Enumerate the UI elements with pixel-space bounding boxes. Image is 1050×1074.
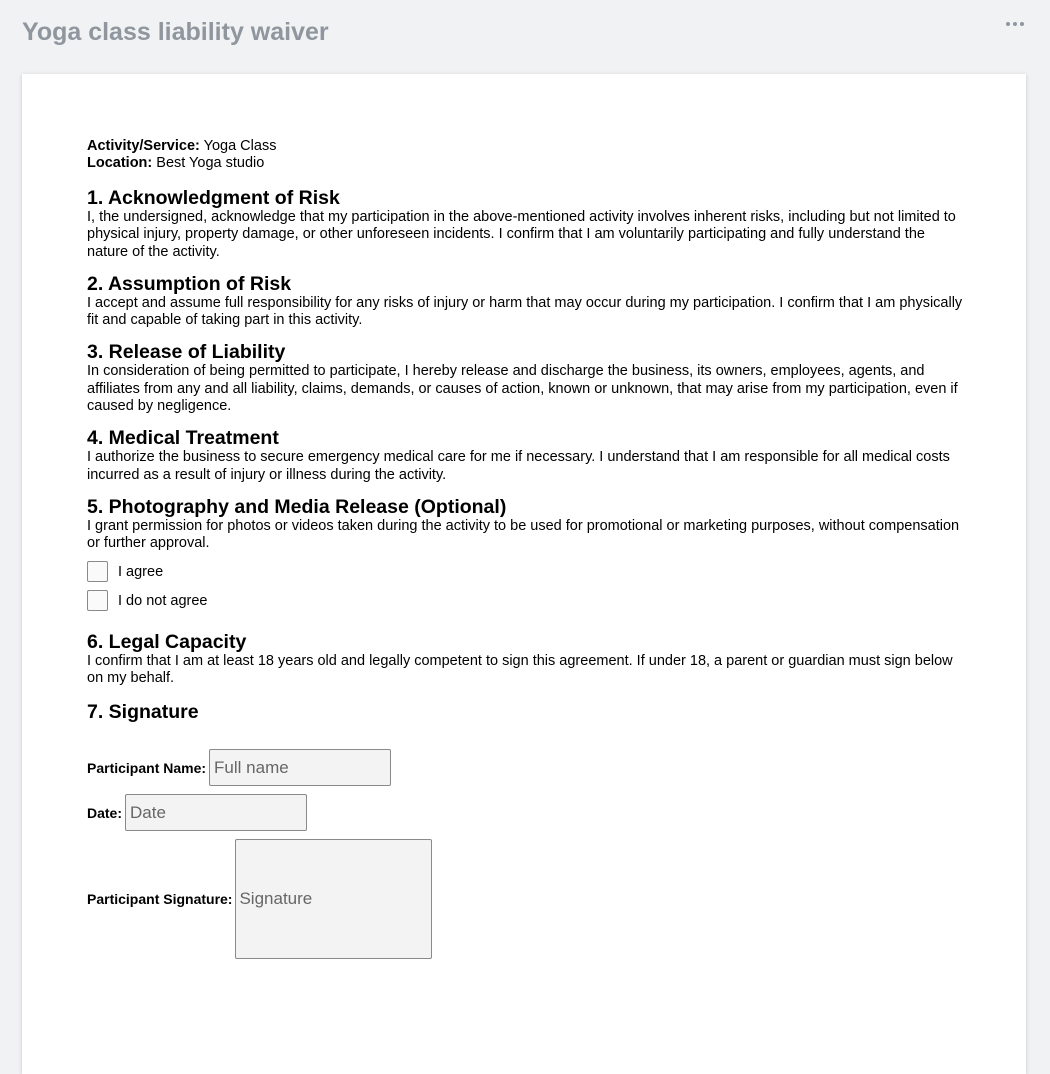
location-label: Location: bbox=[87, 155, 153, 171]
section-body: In consideration of being permitted to participate, I hereby release and discharge the business, its owners, employees, agents, and affiliates from any and all liability, claims, demands, or causes of action, known or unknown, that may arise from my participation, even if caused by negligence. bbox=[87, 363, 958, 415]
section-body: I authorize the business to secure emergency medical care for me if necessary. I understand that I am responsible for all medical costs incurred as a result of injury or illness during the activity. bbox=[87, 449, 950, 483]
participant-name-label: Participant Name: bbox=[87, 759, 207, 776]
signature-row bbox=[87, 839, 967, 959]
participant-name-row bbox=[87, 749, 967, 786]
section-medical bbox=[87, 427, 967, 484]
disagree-checkbox[interactable] bbox=[87, 590, 108, 611]
participant-name-input[interactable] bbox=[209, 749, 391, 786]
section-legal-capacity bbox=[87, 631, 967, 688]
date-label: Date: bbox=[87, 804, 123, 821]
section-assumption bbox=[87, 273, 967, 330]
waiver-document bbox=[22, 74, 1026, 1074]
section-title: 4. Medical Treatment bbox=[87, 427, 279, 450]
activity-label: Activity/Service: bbox=[87, 138, 200, 154]
page-title: Yoga class liability waiver bbox=[22, 18, 329, 46]
section-body: I grant permission for photos or videos taken during the activity to be used for promotional or marketing purposes, without compensation or further approval. bbox=[87, 517, 960, 552]
agree-label[interactable]: I agree bbox=[118, 563, 164, 580]
section-body: I confirm that I am at least 18 years old and legally competent to sign this agreement. If under 18, a parent or guardian must sign below on my behalf. bbox=[87, 652, 953, 686]
location-line bbox=[87, 155, 967, 172]
section-signature bbox=[87, 701, 967, 723]
section-acknowledgment bbox=[87, 187, 967, 261]
disagree-option[interactable] bbox=[87, 590, 967, 612]
section-title: 7. Signature bbox=[87, 701, 199, 724]
top-bar bbox=[0, 0, 1050, 72]
date-input[interactable] bbox=[125, 794, 307, 831]
signature-pad[interactable] bbox=[235, 839, 432, 959]
section-media-release bbox=[87, 496, 967, 612]
activity-line bbox=[87, 138, 967, 155]
section-release bbox=[87, 341, 967, 415]
more-horizontal-icon[interactable] bbox=[1006, 22, 1024, 26]
disagree-label[interactable]: I do not agree bbox=[118, 592, 208, 609]
waiver-content bbox=[87, 138, 967, 959]
participant-signature-label: Participant Signature: bbox=[87, 891, 233, 908]
section-title: 3. Release of Liability bbox=[87, 341, 286, 364]
section-title: 2. Assumption of Risk bbox=[87, 272, 292, 295]
agree-checkbox[interactable] bbox=[87, 561, 108, 582]
section-title: 5. Photography and Media Release (Optional) bbox=[87, 495, 507, 518]
section-body: I, the undersigned, acknowledge that my participation in the above-mentioned activity involves inherent risks, including but not limited to physical injury, property damage, or other unforeseen incidents. I confirm that I am voluntarily participating and fully understand the nature of the activity. bbox=[87, 209, 956, 260]
agree-option[interactable] bbox=[87, 561, 967, 583]
section-title: 1. Acknowledgment of Risk bbox=[87, 187, 340, 209]
section-title: 6. Legal Capacity bbox=[87, 630, 247, 653]
section-body: I accept and assume full responsibility for any risks of injury or harm that may occur during my participation. I confirm that I am physically fit and capable of taking part in this activity. bbox=[87, 294, 963, 329]
signature-placeholder: Signature bbox=[239, 889, 313, 909]
activity-value: Yoga Class bbox=[203, 138, 277, 154]
location-value: Best Yoga studio bbox=[156, 155, 265, 171]
date-row bbox=[87, 794, 967, 831]
